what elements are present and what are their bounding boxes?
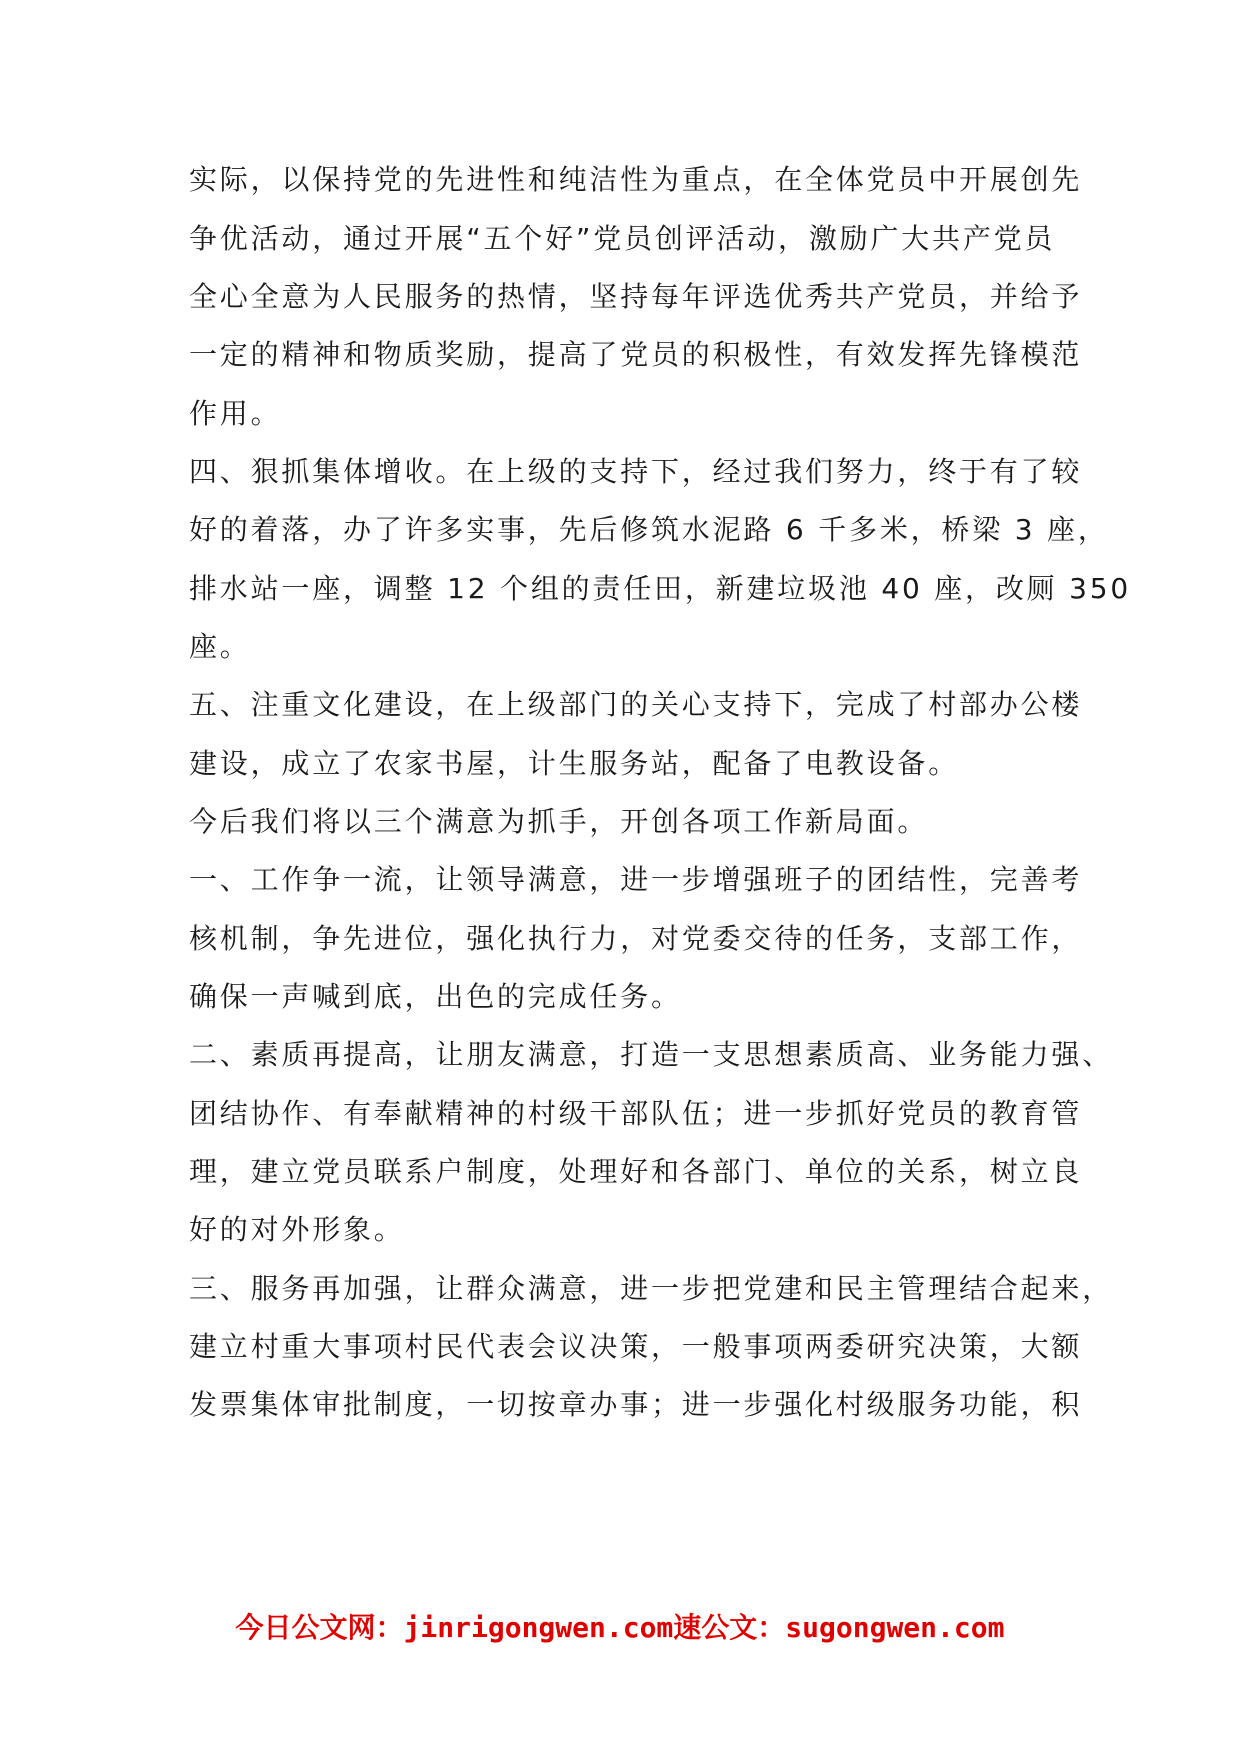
text-line: 确保一声喊到底，出色的完成任务。	[189, 980, 682, 1013]
site2-url[interactable]: sugongwen.com	[785, 1611, 1005, 1644]
text-line: 发票集体审批制度，一切按章办事；进一步强化村级服务功能，积	[189, 1388, 1083, 1421]
text-line: 团结协作、有奉献精神的村级干部队伍；进一步抓好党员的教育管	[189, 1097, 1083, 1130]
text-line: 核机制，争先进位，强化执行力，对党委交待的任务，支部工作，	[189, 922, 1083, 955]
text-line: 四、狠抓集体增收。在上级的支持下，经过我们努力，终于有了较	[189, 455, 1083, 488]
text-line: 全心全意为人民服务的热情，坚持每年评选优秀共产党员，并给予	[189, 280, 1083, 313]
text-line: 好的着落，办了许多实事，先后修筑水泥路 6 千多米，桥梁 3 座，	[189, 513, 1109, 546]
text-line: 五、注重文化建设，在上级部门的关心支持下，完成了村部办公楼	[189, 688, 1083, 721]
site1-url[interactable]: jinrigongwen.com	[403, 1611, 674, 1644]
text-line: 建设，成立了农家书屋，计生服务站，配备了电教设备。	[189, 747, 960, 780]
text-line: 一定的精神和物质奖励，提高了党员的积极性，有效发挥先锋模范	[189, 338, 1083, 371]
site1-name: 今日公文网：	[235, 1611, 404, 1644]
text-line: 排水站一座，调整 12 个组的责任田，新建垃圾池 40 座，改厕 350	[189, 572, 1132, 605]
text-line: 实际，以保持党的先进性和纯洁性为重点，在全体党员中开展创先	[189, 163, 1083, 196]
site2-name: 速公文：	[673, 1611, 786, 1644]
text-line: 建立村重大事项村民代表会议决策，一般事项两委研究决策，大额	[189, 1330, 1083, 1363]
text-line: 作用。	[189, 397, 282, 430]
text-line: 今后我们将以三个满意为抓手，开创各项工作新局面。	[189, 805, 929, 838]
footer-watermark	[0, 1610, 1240, 1646]
text-line: 二、素质再提高，让朋友满意，打造一支思想素质高、业务能力强、	[189, 1038, 1114, 1071]
text-line: 好的对外形象。	[189, 1213, 405, 1246]
text-line: 争优活动，通过开展“五个好”党员创评活动，激励广大共产党员	[189, 222, 1056, 255]
text-line: 理，建立党员联系户制度，处理好和各部门、单位的关系，树立良	[189, 1155, 1083, 1188]
text-line: 三、服务再加强，让群众满意，进一步把党建和民主管理结合起来，	[189, 1272, 1114, 1305]
text-line: 座。	[189, 630, 251, 663]
text-line: 一、工作争一流，让领导满意，进一步增强班子的团结性，完善考	[189, 863, 1083, 896]
